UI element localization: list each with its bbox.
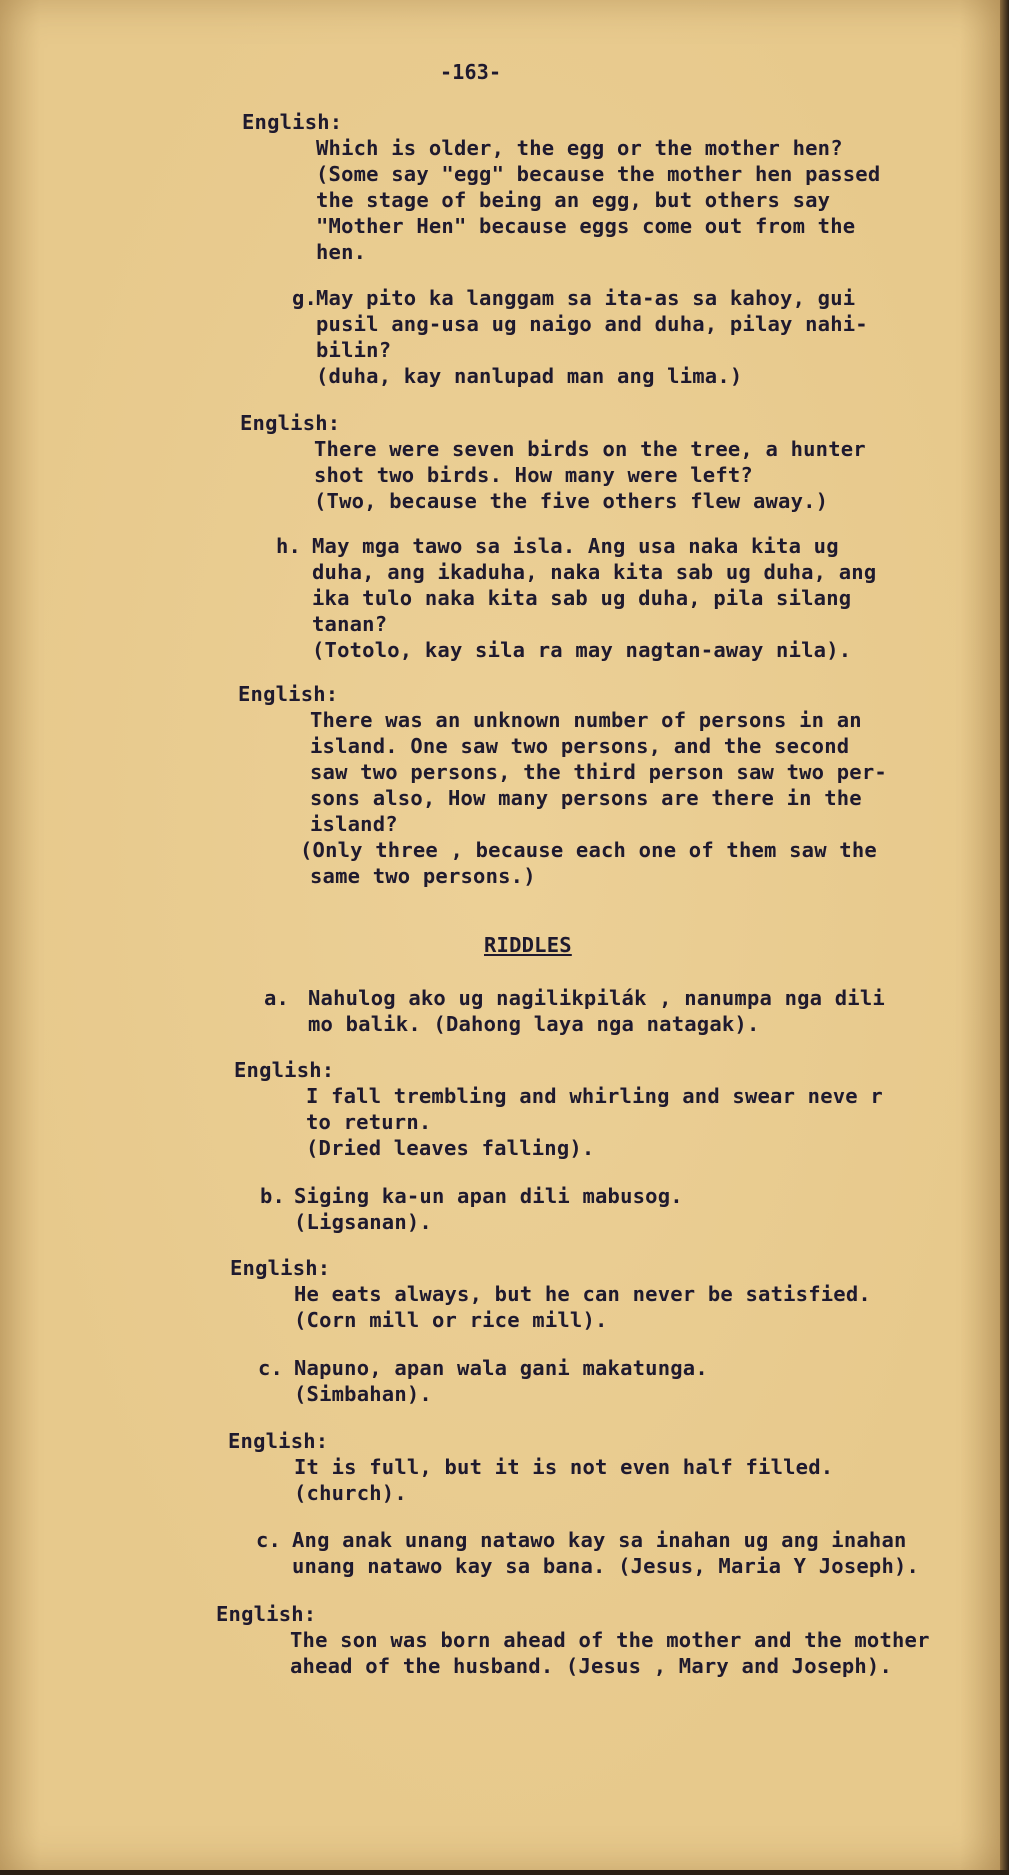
- text-line: (Corn mill or rice mill).: [294, 1308, 608, 1332]
- text-line: "Mother Hen" because eggs come out from the: [316, 214, 856, 238]
- text-line: tanan?: [312, 612, 388, 636]
- text-line: (Some say "egg" because the mother hen passed: [316, 162, 881, 186]
- text-line: Napuno, apan wala gani makatunga.: [294, 1356, 708, 1380]
- text-line: (Totolo, kay sila ra may nagtan-away nila).: [312, 638, 852, 662]
- text-line: There was an unknown number of persons in an: [310, 708, 862, 732]
- text-line: Which is older, the egg or the mother hen?: [316, 136, 843, 160]
- text-line: I fall trembling and whirling and swear neve r: [306, 1084, 883, 1108]
- item-marker: g.: [292, 286, 318, 310]
- english-label: English:: [228, 1429, 329, 1453]
- item-marker: h.: [276, 534, 302, 558]
- text-line: hen.: [316, 240, 367, 264]
- text-line: Ang anak unang natawo kay sa inahan ug ang inahan: [292, 1528, 907, 1552]
- page-edge-shadow: [1000, 0, 1009, 1875]
- text-line: to return.: [306, 1110, 432, 1134]
- text-line: island. One saw two persons, and the second: [310, 734, 850, 758]
- text-line: unang natawo kay sa bana. (Jesus, Maria Y Joseph).: [292, 1554, 920, 1578]
- text-line: May mga tawo sa isla. Ang usa naka kita ug: [312, 534, 839, 558]
- text-line: ika tulo naka kita sab ug duha, pila silang: [312, 586, 852, 610]
- text-line: mo balik. (Dahong laya nga natagak).: [308, 1012, 760, 1036]
- page-number: -163-: [440, 60, 502, 84]
- text-line: It is full, but it is not even half filled.: [294, 1455, 834, 1479]
- text-line: (duha, kay nanlupad man ang lima.): [316, 364, 743, 388]
- text-line: shot two birds. How many were left?: [314, 463, 753, 487]
- text-line: same two persons.): [310, 864, 536, 888]
- item-marker: c.: [256, 1528, 282, 1552]
- text-line: (Dried leaves falling).: [306, 1136, 595, 1160]
- text-line: saw two persons, the third person saw two per-: [310, 760, 887, 784]
- text-line: duha, ang ikaduha, naka kita sab ug duha, ang: [312, 560, 877, 584]
- text-line: He eats always, but he can never be satisfied.: [294, 1282, 871, 1306]
- english-label: English:: [238, 682, 339, 706]
- item-marker: c.: [258, 1356, 284, 1380]
- text-line: bilin?: [316, 338, 392, 362]
- text-line: island?: [310, 812, 398, 836]
- text-line: (Ligsanan).: [294, 1210, 432, 1234]
- section-heading-riddles: RIDDLES: [484, 933, 572, 957]
- text-line: pusil ang-usa ug naigo and duha, pilay nahi-: [316, 312, 868, 336]
- text-line: the stage of being an egg, but others say: [316, 188, 831, 212]
- english-label: English:: [242, 110, 343, 134]
- item-marker: b.: [260, 1184, 286, 1208]
- text-line: (Two, because the five others flew away.): [314, 489, 829, 513]
- text-line: The son was born ahead of the mother and the mother: [290, 1628, 930, 1652]
- text-line: (Only three , because each one of them saw the: [300, 838, 877, 862]
- text-line: There were seven birds on the tree, a hunter: [314, 437, 866, 461]
- english-label: English:: [234, 1058, 335, 1082]
- english-label: English:: [230, 1256, 331, 1280]
- page-bottom-edge: [0, 1870, 1009, 1875]
- text-line: (Simbahan).: [294, 1382, 432, 1406]
- english-label: English:: [216, 1602, 317, 1626]
- text-line: (church).: [294, 1481, 407, 1505]
- text-line: May pito ka langgam sa ita-as sa kahoy, gui: [316, 286, 856, 310]
- text-line: ahead of the husband. (Jesus , Mary and Joseph).: [290, 1654, 893, 1678]
- text-line: sons also, How many persons are there in the: [310, 786, 862, 810]
- text-line: Siging ka-un apan dili mabusog.: [294, 1184, 683, 1208]
- item-marker: a.: [264, 986, 290, 1010]
- text-line: Nahulog ako ug nagilikpilák , nanumpa nga dili: [308, 986, 885, 1010]
- english-label: English:: [240, 411, 341, 435]
